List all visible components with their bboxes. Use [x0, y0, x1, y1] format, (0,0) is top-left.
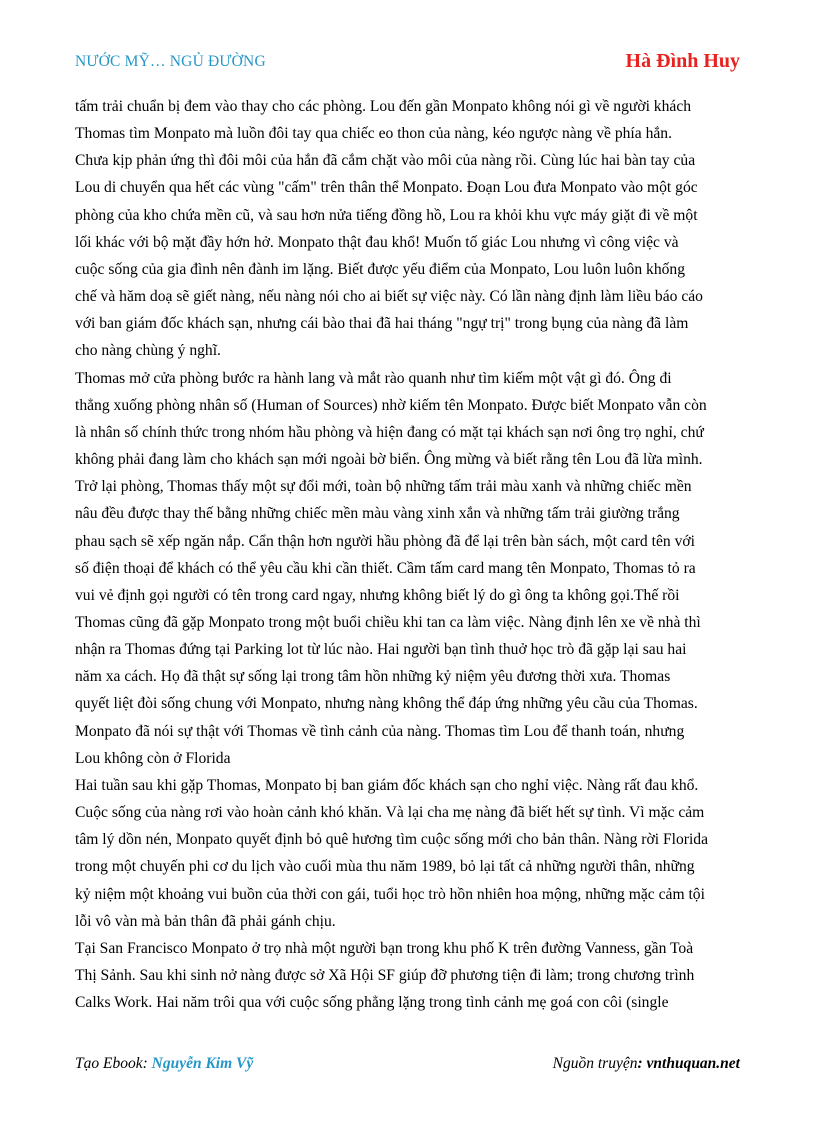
text-line: kỷ niệm một khoảng vui buồn của thời con gái, tuổi học trò hồn nhiên hoa mộng, những mặc cảm tội: [75, 885, 705, 903]
text-line: với ban giám đốc khách sạn, nhưng cái bào thai đã hai tháng "ngự trị" trong bụng của nàng đã làm: [75, 315, 689, 333]
text-line: trong một chuyến phi cơ du lịch vào cuối mùa thu năm 1989, bỏ lại tất cả những người thân, những: [75, 858, 695, 876]
text-line: Thomas tìm Monpato mà luồn đôi tay qua chiếc eo thon của nàng, kéo ngược nàng về phía hắn.: [75, 125, 672, 143]
text-line: Trở lại phòng, Thomas thấy một sự đổi mới, toàn bộ những tấm trải màu xanh và những chiếc mền: [75, 478, 692, 496]
text-line: vui vẻ định gọi người có tên trong card ngay, nhưng không biết lý do gì ông ta không gọi.Thế rồi: [75, 586, 680, 604]
text-line: chế và hăm doạ sẽ giết nàng, nếu nàng nói cho ai biết sự việc này. Có lần nàng định làm liều báo cáo: [75, 288, 703, 306]
text-line: nhận ra Thomas đứng tại Parking lot từ lúc nào. Hai người bạn tình thuở học trò đã gặp lại sau hai: [75, 641, 687, 659]
text-line: năm xa cách. Họ đã thật sự sống lại trong tâm hồn những kỷ niệm yêu đương thời xưa. Thomas: [75, 668, 671, 686]
text-line: Cuộc sống của nàng rơi vào hoàn cảnh khó khăn. Và lại cha mẹ nàng đã biết hết sự tình. Vì mặc cảm: [75, 804, 705, 822]
text-line: Chưa kịp phản ứng thì đôi môi của hắn đã cắm chặt vào môi của nàng rồi. Cùng lúc hai bàn tay của: [75, 152, 696, 170]
text-line: Thomas mở cửa phòng bước ra hành lang và mắt rào quanh như tìm kiếm một vật gì đó. Ông đi: [75, 369, 672, 387]
text-line: phòng của kho chứa mền cũ, và sau hơn nửa tiếng đồng hồ, Lou ra khỏi khu vực máy giặt đi về một: [75, 206, 698, 224]
paragraph: [75, 772, 751, 935]
text-line: là nhân số chính thức trong nhóm hầu phòng và hiện đang có mặt tại khách sạn nơi ông trọ nghỉ, chứ: [75, 423, 704, 441]
text-line: tâm lý dồn nén, Monpato quyết định bỏ quê hương tìm cuộc sống mới cho bản thân. Nàng rời Florida: [75, 831, 709, 849]
text-line: quyết liệt đòi sống chung với Monpato, nhưng nàng không thể đáp ứng những yêu cầu của Thomas.: [75, 695, 698, 713]
source-label: Nguồn truyện: [552, 1055, 638, 1072]
text-line: Thị Sảnh. Sau khi sinh nở nàng được sở Xã Hội SF giúp đỡ phương tiện đi làm; trong chương trình: [75, 967, 695, 984]
text-line: cho nàng chùng ý nghĩ.: [75, 342, 221, 360]
paragraph: [75, 365, 751, 772]
header-title: NƯỚC MỸ… NGỦ ĐƯỜNG: [75, 53, 266, 70]
text-line: thẳng xuống phòng nhân số (Human of Sources) nhờ kiếm tên Monpato. Được biết Monpato vẫn còn: [75, 396, 707, 414]
source-site[interactable]: vnthuquan.net: [646, 1055, 740, 1072]
text-line: lối khác với bộ mặt đầy hớn hở. Monpato thật đau khổ! Muốn tố giác Lou nhưng vì công việc và: [75, 233, 679, 251]
text-line: cuộc sống của gia đình nên đành im lặng. Biết được yếu điểm của Monpato, Lou luôn luôn khống: [75, 260, 686, 278]
paragraph: [75, 93, 751, 365]
ebook-separator: :: [142, 1055, 152, 1072]
body-text: [75, 93, 751, 1016]
text-line: nâu đều được thay thế bằng những chiếc mền màu vàng xinh xắn và những tấm trải giường trắng: [75, 505, 680, 523]
text-line: Lou không còn ở Florida: [75, 749, 231, 767]
text-line: Hai tuần sau khi gặp Thomas, Monpato bị ban giám đốc khách sạn cho nghỉ việc. Nàng rất đau khổ.: [75, 776, 699, 794]
text-line: phau sạch sẽ xếp ngăn nắp. Cẩn thận hơn người hầu phòng đã để lại trên bàn sách, một card tên với: [75, 532, 695, 550]
text-line: số điện thoại để khách có thể yêu cầu khi cần thiết. Cầm tấm card mang tên Monpato, Thomas tỏ ra: [75, 559, 696, 577]
ebook-creator-name: Nguyễn Kim Vỹ: [151, 1055, 254, 1072]
text-line: Calks Work. Hai năm trôi qua với cuộc sống phẳng lặng trong tình cảnh mẹ goá con côi (single: [75, 994, 669, 1012]
footer-ebook-credit: [75, 1055, 253, 1073]
text-line: lỗi vô vàn mà bản thân đã phải gánh chịu.: [75, 912, 336, 930]
text-line: không phải đang làm cho khách sạn mới ngoài bờ biển. Ông mừng và biết rằng tên Lou đã lừa mình.: [75, 451, 703, 469]
paragraph: [75, 935, 751, 1016]
text-line: Tại San Francisco Monpato ở trọ nhà một người bạn trong khu phố K trên đường Vanness, gần Toà: [75, 939, 694, 957]
text-line: Monpato đã nói sự thật với Thomas về tình cảnh của nàng. Thomas tìm Lou để thanh toán, nhưng: [75, 722, 685, 740]
source-separator: :: [637, 1055, 647, 1072]
text-line: tấm trải chuẩn bị đem vào thay cho các phòng. Lou đến gần Monpato không nói gì về người khách: [75, 98, 692, 115]
footer-source-credit: [553, 1055, 740, 1073]
text-line: Thomas cũng đã gặp Monpato trong một buổi chiều khi tan ca làm việc. Nàng định lên xe về nhà thì: [75, 613, 701, 631]
ebook-label: Tạo Ebook: [75, 1055, 143, 1072]
header-author: Hà Đình Huy: [625, 50, 740, 72]
text-line: Lou di chuyển qua hết các vùng "cấm" trên thân thể Monpato. Đoạn Lou đưa Monpato vào một góc: [75, 179, 698, 197]
